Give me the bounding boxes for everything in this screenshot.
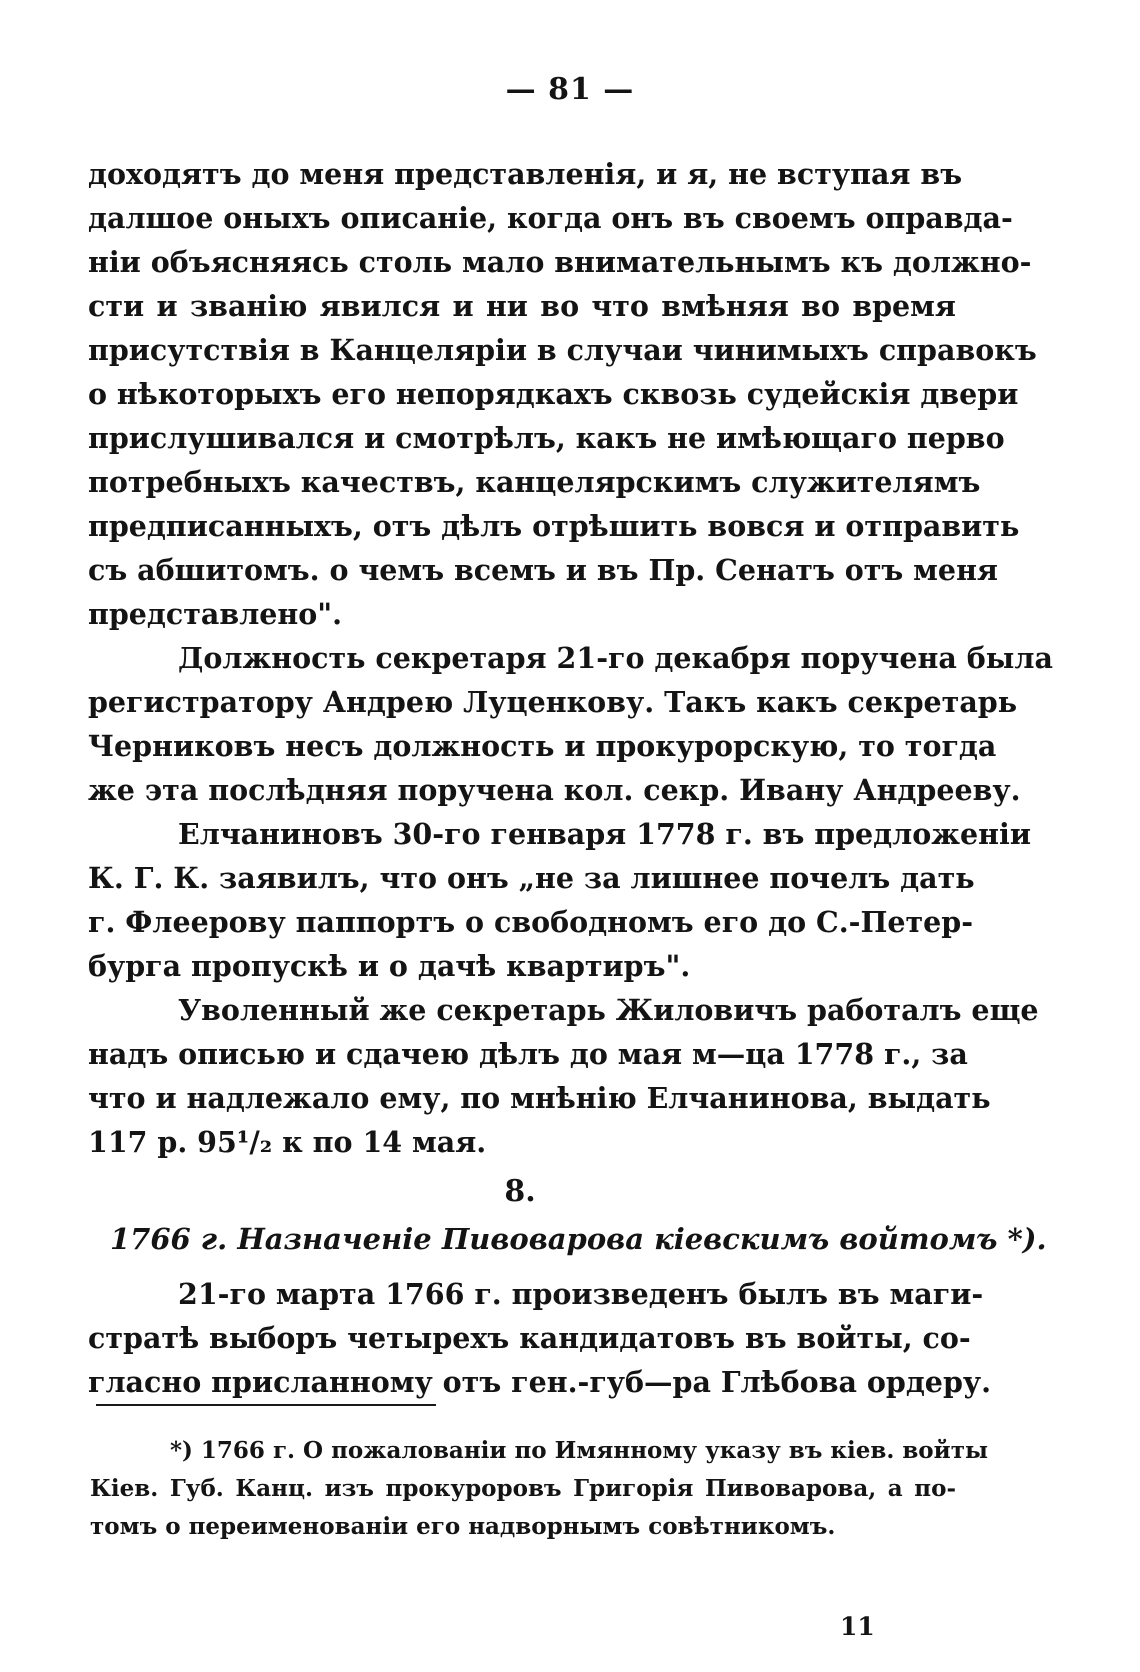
text-line: Уволенный же секретарь Жиловичъ работалъ еще xyxy=(178,993,1039,1027)
footnote-line: Кіев. Губ. Канц. изъ прокуроровъ Григорія Пивоварова, а по- xyxy=(90,1475,956,1502)
text-line: стратѣ выборъ четырехъ кандидатовъ въ войты, со- xyxy=(88,1321,971,1355)
text-line: регистратору Андрею Луценкову. Такъ какъ секретарь xyxy=(88,685,1018,719)
section-text xyxy=(88,1272,992,1404)
paragraph-1 xyxy=(88,152,1037,636)
page-number: — 81 — xyxy=(505,72,635,107)
section-number: 8. xyxy=(504,1174,536,1209)
text-line: потребныхъ качествъ, канцелярскимъ служителямъ xyxy=(88,465,981,499)
text-line: ніи объясняясь столь мало внимательнымъ къ должно- xyxy=(88,245,1032,279)
text-line: надъ описью и сдачею дѣлъ до мая м—ца 1778 г., за xyxy=(88,1037,968,1071)
text-line: Должность секретаря 21-го декабря поручена была xyxy=(178,641,1053,675)
text-line: же эта послѣдняя поручена кол. секр. Ивану Андрееву. xyxy=(88,773,1021,807)
text-line: К. Г. К. заявилъ, что онъ „не за лишнее почелъ дать xyxy=(88,861,975,895)
text-line: гласно присланному отъ ген.-губ—ра Глѣбова ордеру. xyxy=(88,1365,992,1399)
text-line: что и надлежало ему, по мнѣнію Елчанинова, выдать xyxy=(88,1081,991,1115)
text-line: бурга пропускѣ и о дачѣ квартиръ". xyxy=(88,949,691,983)
text-line: 117 р. 95¹/₂ к по 14 мая. xyxy=(88,1125,487,1159)
main-text xyxy=(88,152,1053,1164)
text-line: доходятъ до меня представленія, и я, не вступая въ xyxy=(88,157,963,191)
footnote xyxy=(90,1432,989,1546)
text-line: Елчаниновъ 30-го генваря 1778 г. въ предложеніи xyxy=(178,817,1032,851)
text-line: сти и званію явился и ни во что вмѣняя во время xyxy=(88,289,956,323)
sheet-signature-number: 11 xyxy=(840,1612,875,1641)
text-line: о нѣкоторыхъ его непорядкахъ сквозь судейскія двери xyxy=(88,377,1019,411)
section-title: 1766 г. Назначеніе Пивоварова кіевскимъ войтомъ *). xyxy=(110,1222,1047,1256)
footnote-line: томъ о переименованіи его надворнымъ совѣтникомъ. xyxy=(90,1513,836,1540)
text-line: представлено". xyxy=(88,597,343,631)
text-line: предписанныхъ, отъ дѣлъ отрѣшить вовся и отправить xyxy=(88,509,1020,543)
paragraph-2 xyxy=(88,636,1053,812)
paragraph-4 xyxy=(88,988,1039,1164)
footnote-divider xyxy=(96,1404,436,1406)
text-line: 21-го марта 1766 г. произведенъ былъ въ маги- xyxy=(178,1277,984,1311)
text-line: далшое оныхъ описаніе, когда онъ въ своемъ оправда- xyxy=(88,201,1013,235)
footnote-line: *) 1766 г. О пожалованіи по Имянному указу въ кіев. войты xyxy=(170,1437,989,1464)
text-line: прислушивался и смотрѣлъ, какъ не имѣющаго перво xyxy=(88,421,1005,455)
paragraph-3 xyxy=(88,812,1032,988)
text-line: Черниковъ несъ должность и прокурорскую, то тогда xyxy=(88,729,997,763)
text-line: г. Флеерову паппортъ о свободномъ его до С.-Петер- xyxy=(88,905,974,939)
text-line: съ абшитомъ. о чемъ всемъ и въ Пр. Сенатъ отъ меня xyxy=(88,553,998,587)
text-line: присутствія в Канцеляріи в случаи чинимыхъ справокъ xyxy=(88,333,1037,367)
